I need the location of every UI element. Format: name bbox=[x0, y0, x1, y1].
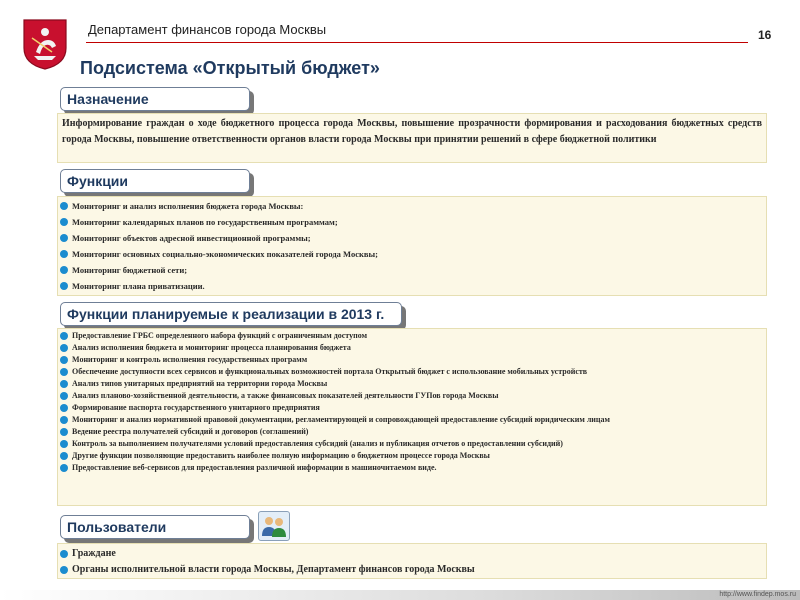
bullet-icon bbox=[60, 344, 68, 352]
bullet-icon bbox=[60, 416, 68, 424]
users-list bbox=[58, 546, 766, 578]
planned-functions-label: Функции планируемые к реализации в 2013 г. bbox=[60, 302, 402, 326]
bullet-icon bbox=[60, 368, 68, 376]
purpose-text: Информирование граждан о ходе бюджетного процесса города Москвы, повышение прозрачности формирования и расходования бюджетных средств города Москвы, повышение ответственности органов власти города Москвы при принятии решений в сфере бюджетной политики bbox=[62, 118, 762, 145]
list-item: Органы исполнительной власти города Москвы, Департамент финансов города Москвы bbox=[58, 562, 766, 578]
purpose-label: Назначение bbox=[60, 87, 250, 111]
functions-list bbox=[58, 198, 766, 294]
list-item: Обеспечение доступности всех сервисов и функциональных возможностей портала Открытый бюджет с использование мобильных устройств bbox=[58, 366, 766, 378]
functions-panel bbox=[57, 196, 767, 296]
list-item: Мониторинг объектов адресной инвестиционной программы; bbox=[58, 230, 766, 246]
bullet-icon bbox=[60, 234, 68, 242]
list-item: Мониторинг бюджетной сети; bbox=[58, 262, 766, 278]
list-item: Предоставление веб-сервисов для предоставления различной информации в машиночитаемом виде. bbox=[58, 462, 766, 474]
list-item: Мониторинг и анализ исполнения бюджета города Москвы: bbox=[58, 198, 766, 214]
list-item: Ведение реестра получателей субсидий и договоров (соглашений) bbox=[58, 426, 766, 438]
list-item: Контроль за выполнением получателями условий предоставления субсидий (анализ и публикация отчетов о предоставлении субсидий) bbox=[58, 438, 766, 450]
list-item: Граждане bbox=[58, 546, 766, 562]
bullet-icon bbox=[60, 428, 68, 436]
header-title: Департамент финансов города Москвы bbox=[88, 22, 327, 37]
purpose-panel bbox=[57, 113, 767, 163]
planned-functions-panel bbox=[57, 328, 767, 506]
list-item: Мониторинг календарных планов по государственным программам; bbox=[58, 214, 766, 230]
bullet-icon bbox=[60, 464, 68, 472]
bullet-icon bbox=[60, 356, 68, 364]
list-item: Другие функции позволяющие предоставить наиболее полную информацию о бюджетном процессе города Москвы bbox=[58, 450, 766, 462]
bullet-icon bbox=[60, 566, 68, 574]
users-group-icon bbox=[258, 511, 290, 541]
bullet-icon bbox=[60, 440, 68, 448]
list-item: Предоставление ГРБС определенного набора функций с ограниченным доступом bbox=[58, 330, 766, 342]
page-title: Подсистема «Открытый бюджет» bbox=[80, 58, 380, 78]
list-item: Мониторинг и контроль исполнения государственных программ bbox=[58, 354, 766, 366]
bullet-icon bbox=[60, 218, 68, 226]
list-item: Мониторинг основных социально-экономических показателей города Москвы; bbox=[58, 246, 766, 262]
functions-label: Функции bbox=[60, 169, 250, 193]
footer-bar bbox=[0, 590, 800, 600]
page-number: 16 bbox=[758, 28, 772, 42]
users-panel bbox=[57, 543, 767, 579]
list-item: Формирование паспорта государственного унитарного предприятия bbox=[58, 402, 766, 414]
footer-url: http://www.findep.mos.ru bbox=[719, 591, 796, 598]
users-label: Пользователи bbox=[60, 515, 250, 539]
bullet-icon bbox=[60, 404, 68, 412]
bullet-icon bbox=[60, 282, 68, 290]
moscow-coat-of-arms-logo bbox=[22, 18, 68, 70]
list-item: Анализ планово-хозяйственной деятельности, а также финансовых показателей деятельности ГУПов города Москвы bbox=[58, 390, 766, 402]
list-item: Мониторинг плана приватизации. bbox=[58, 278, 766, 294]
bullet-icon bbox=[60, 452, 68, 460]
list-item: Мониторинг и анализ нормативной правовой документации, регламентирующей и сопровождающей предоставление субсидий юридическим лицам bbox=[58, 414, 766, 426]
bullet-icon bbox=[60, 202, 68, 210]
bullet-icon bbox=[60, 392, 68, 400]
planned-functions-list bbox=[58, 330, 766, 474]
bullet-icon bbox=[60, 550, 68, 558]
bullet-icon bbox=[60, 332, 68, 340]
header-divider bbox=[86, 42, 748, 43]
list-item: Анализ исполнения бюджета и мониторинг процесса планирования бюджета bbox=[58, 342, 766, 354]
bullet-icon bbox=[60, 380, 68, 388]
bullet-icon bbox=[60, 250, 68, 258]
bullet-icon bbox=[60, 266, 68, 274]
list-item: Анализ типов унитарных предприятий на территории города Москвы bbox=[58, 378, 766, 390]
